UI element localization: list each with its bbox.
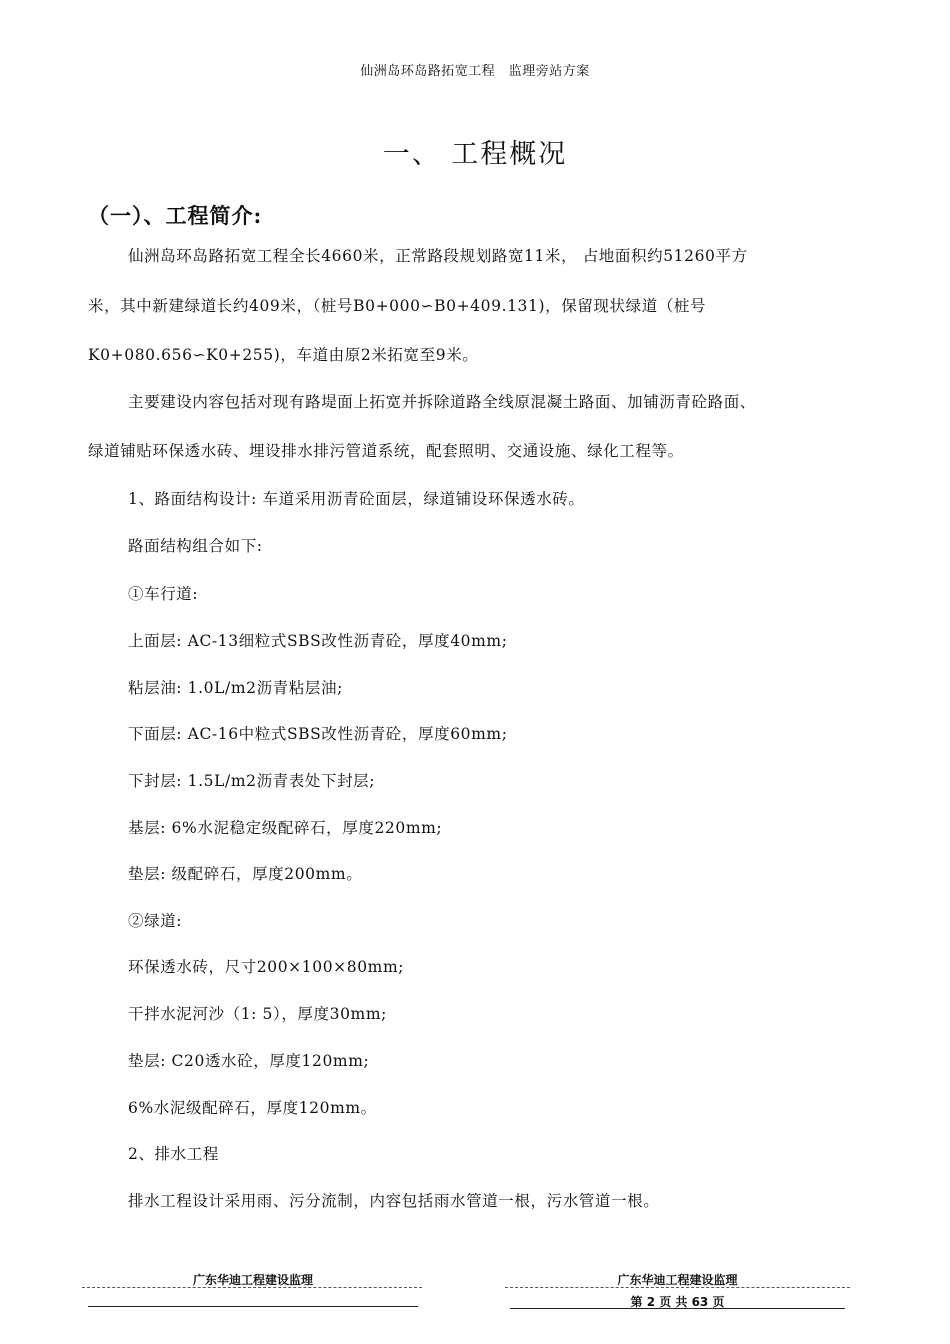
paragraph-line: K0+080.656∽K0+255)，车道由原2米拓宽至9米。 xyxy=(88,346,479,364)
paragraph-line: 垫层: 级配碎石，厚度200mm。 xyxy=(128,865,363,883)
paragraph-line: 下面层: AC-16中粒式SBS改性沥青砼，厚度60mm; xyxy=(128,725,508,743)
paragraph-line: 基层: 6%水泥稳定级配碎石，厚度220mm; xyxy=(128,819,443,837)
chapter-title: 一、 工程概况 xyxy=(382,139,568,170)
footer-company-left: 广东华迪工程建设监理 xyxy=(192,1273,313,1287)
paragraph-line: 路面结构组合如下: xyxy=(128,537,263,555)
paragraph-line: 排水工程设计采用雨、污分流制，内容包括雨水管道一根，污水管道一根。 xyxy=(128,1192,660,1210)
footer-rule-top-left xyxy=(82,1287,422,1288)
paragraph-line: 2、排水工程 xyxy=(128,1145,219,1163)
paragraph-line: 环保透水砖，尺寸200×100×80mm; xyxy=(128,958,405,976)
paragraph-line: 粘层油: 1.0L/m2沥青粘层油; xyxy=(128,679,343,697)
paragraph-line: 6%水泥级配碎石，厚度120mm。 xyxy=(128,1099,377,1117)
footer-rule-top-right xyxy=(505,1287,850,1288)
paragraph-line: 下封层: 1.5L/m2沥青表处下封层; xyxy=(128,772,376,790)
footer-rule-bottom-left xyxy=(88,1306,418,1307)
paragraph-line: 上面层: AC-13细粒式SBS改性沥青砼，厚度40mm; xyxy=(128,632,508,650)
paragraph-line: 绿道铺贴环保透水砖、埋设排水排污管道系统，配套照明、交通设施、绿化工程等。 xyxy=(88,442,684,460)
paragraph-line: 米，其中新建绿道长约409米，（桩号B0+000∽B0+409.131)，保留现状绿道（桩号 xyxy=(88,297,707,315)
footer-company-right: 广东华迪工程建设监理 xyxy=(617,1273,738,1287)
paragraph-line: ①车行道: xyxy=(128,585,199,603)
paragraph-line: 仙洲岛环岛路拓宽工程全长4660米，正常路段规划路宽11米， 占地面积约51260平方 xyxy=(128,247,748,265)
paragraph-line: ②绿道: xyxy=(128,912,183,930)
page-number: 第 2 页 共 63 页 xyxy=(630,1295,725,1309)
paragraph-line: 主要建设内容包括对现有路堤面上拓宽并拆除道路全线原混凝土路面、加铺沥青砼路面、 xyxy=(128,393,756,411)
page-header: 仙洲岛环岛路拓宽工程 监理旁站方案 xyxy=(360,64,590,79)
paragraph-line: 垫层: C20透水砼，厚度120mm; xyxy=(128,1052,370,1070)
paragraph-line: 干拌水泥河沙（1: 5），厚度30mm; xyxy=(128,1005,387,1023)
paragraph-line: 1、路面结构设计: 车道采用沥青砼面层，绿道铺设环保透水砖。 xyxy=(128,490,585,508)
footer-rule-bottom-right xyxy=(510,1308,845,1309)
section-heading: （一）、工程简介: xyxy=(88,203,263,228)
